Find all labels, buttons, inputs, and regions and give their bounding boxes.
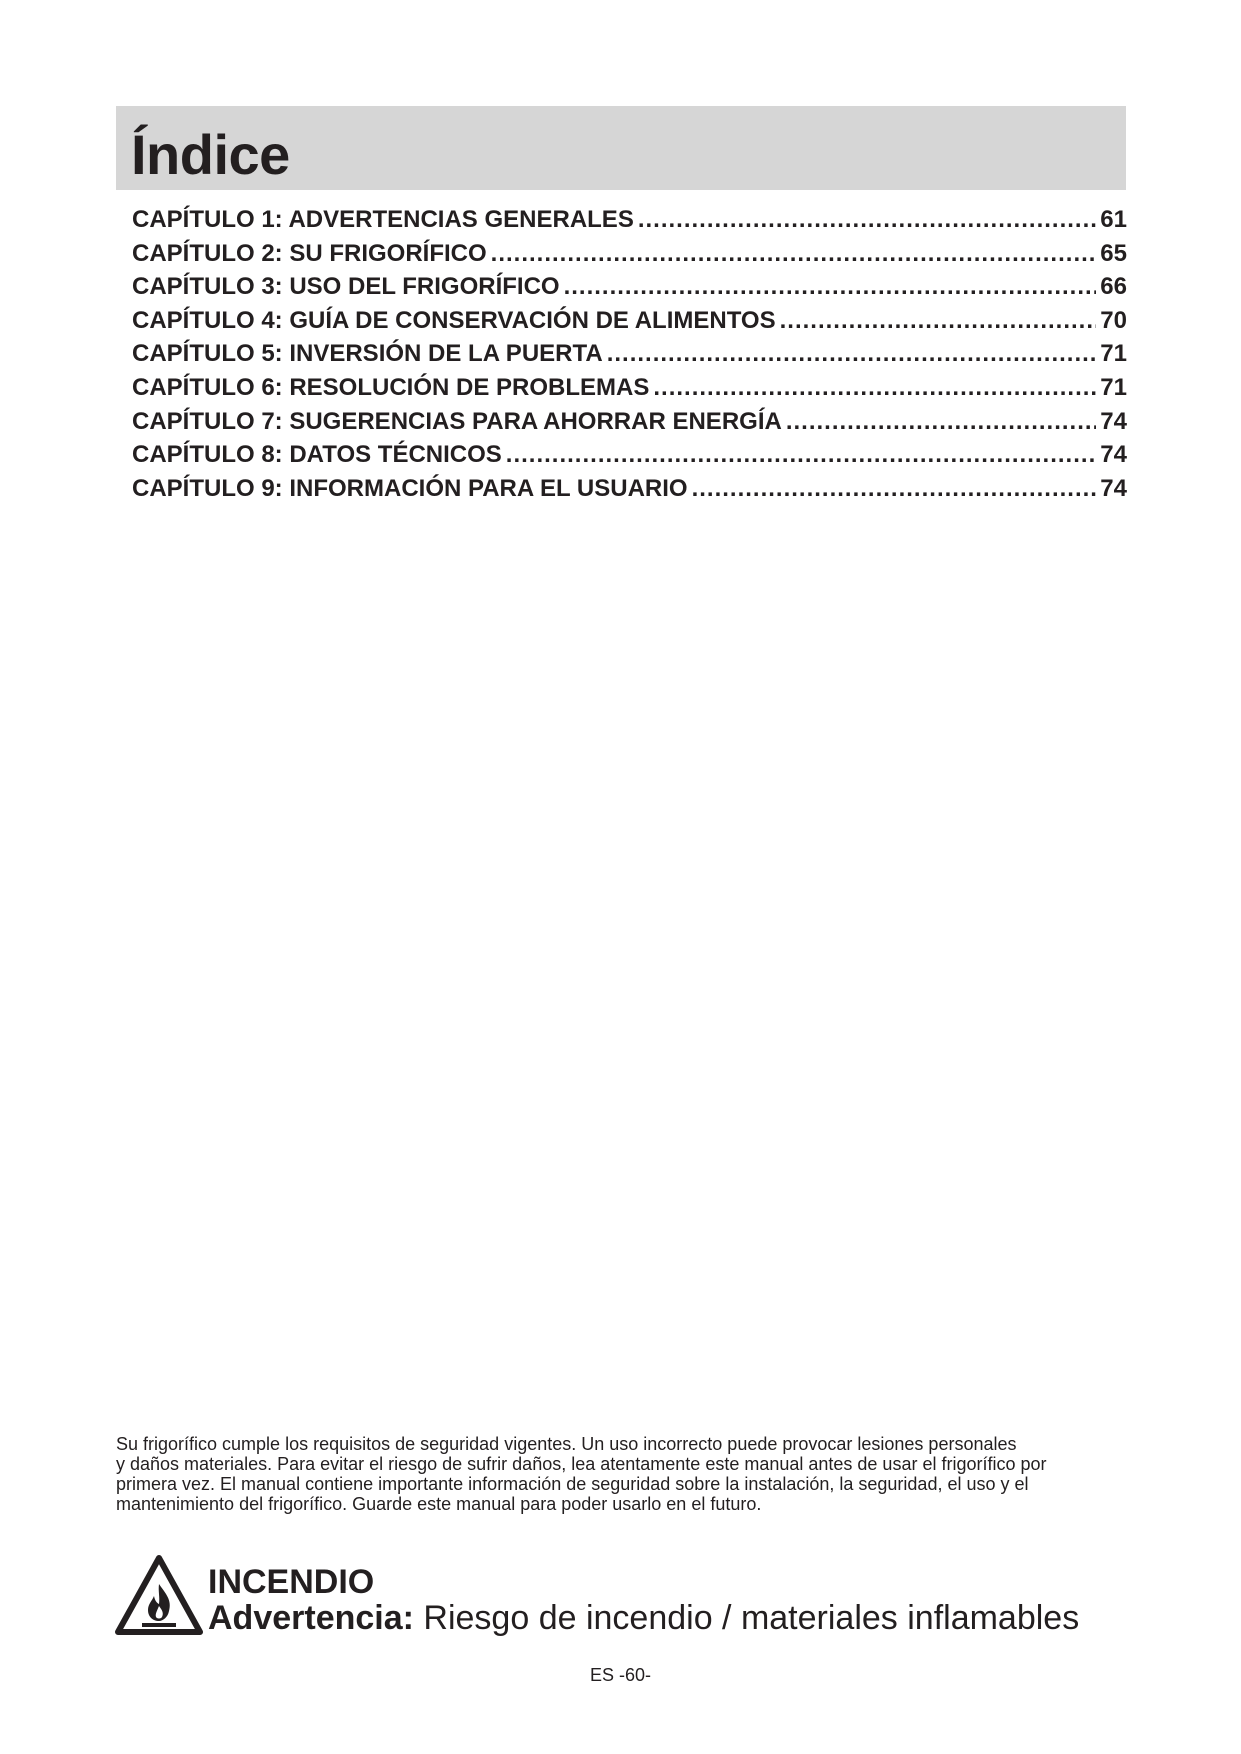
toc-entry-page: 66	[1100, 273, 1127, 301]
toc-entry-label: CAPÍTULO 4: GUÍA DE CONSERVACIÓN DE ALIMENTOS	[132, 306, 776, 334]
warning-heading: INCENDIO	[208, 1563, 375, 1601]
toc-entry-page: 70	[1100, 306, 1127, 334]
intro-line: y daños materiales. Para evitar el riesgo de sufrir daños, lea atentamente este manual antes de usar el frigorífico por	[116, 1454, 1047, 1474]
toc-leader-dots	[607, 340, 1097, 368]
toc-entry-page: 71	[1100, 373, 1127, 401]
page-title: Índice	[131, 123, 290, 186]
fire-warning-icon	[114, 1554, 204, 1636]
title-band	[116, 106, 1126, 190]
table-of-contents	[132, 206, 1127, 508]
toc-entry-page: 74	[1100, 441, 1127, 469]
page-number: ES -60-	[589, 1665, 652, 1685]
toc-leader-dots	[491, 240, 1097, 268]
intro-line: Su frigorífico cumple los requisitos de seguridad vigentes. Un uso incorrecto puede provocar lesiones personales	[116, 1434, 1017, 1454]
toc-entry-label: CAPÍTULO 5: INVERSIÓN DE LA PUERTA	[132, 340, 603, 368]
toc-entry[interactable]	[132, 441, 1127, 475]
intro-line: primera vez. El manual contiene importante información de seguridad sobre la instalación, la seguridad, el uso y el	[116, 1474, 1029, 1494]
toc-entry-label: CAPÍTULO 8: DATOS TÉCNICOS	[132, 441, 502, 469]
toc-entry[interactable]	[132, 206, 1127, 240]
warning-label: Advertencia:	[208, 1599, 414, 1637]
toc-entry[interactable]	[132, 475, 1127, 509]
toc-entry-page: 65	[1100, 239, 1127, 267]
toc-entry-page: 74	[1100, 407, 1127, 435]
warning-line	[208, 1598, 1079, 1638]
toc-leader-dots	[780, 307, 1097, 335]
toc-entry[interactable]	[132, 240, 1127, 274]
toc-entry-page: 61	[1100, 206, 1127, 233]
toc-entry[interactable]	[132, 307, 1127, 341]
fire-warning-block	[114, 1554, 1114, 1646]
toc-entry[interactable]	[132, 340, 1127, 374]
toc-entry-label: CAPÍTULO 7: SUGERENCIAS PARA AHORRAR ENERGÍA	[132, 407, 782, 435]
toc-leader-dots	[786, 408, 1096, 436]
toc-entry-page: 74	[1100, 474, 1127, 502]
toc-entry-label: CAPÍTULO 3: USO DEL FRIGORÍFICO	[132, 273, 560, 301]
toc-entry[interactable]	[132, 273, 1127, 307]
toc-leader-dots	[564, 273, 1097, 301]
toc-leader-dots	[638, 206, 1096, 234]
toc-entry-label: CAPÍTULO 1: ADVERTENCIAS GENERALES	[132, 206, 634, 233]
intro-line: mantenimiento del frigorífico. Guarde este manual para poder usarlo en el futuro.	[116, 1494, 762, 1514]
toc-entry-label: CAPÍTULO 9: INFORMACIÓN PARA EL USUARIO	[132, 474, 688, 502]
toc-leader-dots	[692, 475, 1097, 503]
toc-entry-page: 71	[1100, 340, 1127, 368]
warning-text: Riesgo de incendio / materiales inflamables	[413, 1599, 1080, 1637]
toc-entry-label: CAPÍTULO 2: SU FRIGORÍFICO	[132, 239, 487, 267]
toc-entry[interactable]	[132, 374, 1127, 408]
toc-leader-dots	[506, 441, 1097, 469]
toc-entry[interactable]	[132, 408, 1127, 442]
safety-intro-paragraph	[116, 1434, 1131, 1514]
toc-leader-dots	[653, 374, 1096, 402]
toc-entry-label: CAPÍTULO 6: RESOLUCIÓN DE PROBLEMAS	[132, 373, 650, 401]
